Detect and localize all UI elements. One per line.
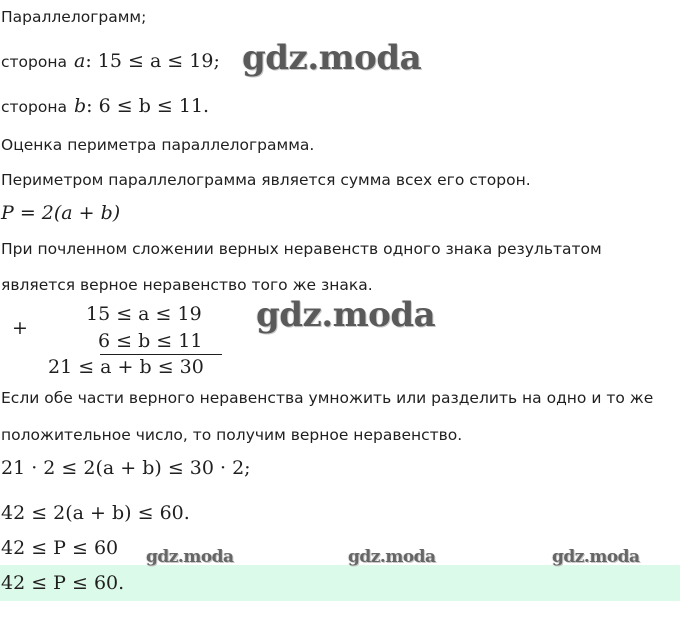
watermark-logo: gdz.moda <box>146 547 234 567</box>
step-3: 42 ≤ P ≤ 60 <box>1 537 119 559</box>
estimate-heading: Оценка периметра параллелограмма. <box>1 136 315 154</box>
watermark-logo: gdz.moda <box>552 547 640 567</box>
sum-row-b: 6 ≤ b ≤ 11 <box>98 330 203 352</box>
side-a-label: сторона <box>1 53 67 71</box>
step-1: 21 · 2 ≤ 2(a + b) ≤ 30 · 2; <box>1 457 251 479</box>
perimeter-definition: Периметром параллелограмма является сумма всех его сторон. <box>1 171 531 189</box>
sum-row-a: 15 ≤ a ≤ 19 <box>86 303 202 325</box>
side-b-expression: b: 6 ≤ b ≤ 11. <box>74 95 210 117</box>
perimeter-formula: P = 2(a + b) <box>1 202 121 224</box>
sum-row-result: 21 ≤ a + b ≤ 30 <box>48 356 204 378</box>
plus-sign: + <box>12 317 28 339</box>
watermark-logo: gdz.moda <box>242 38 422 78</box>
watermark-logo: gdz.moda <box>256 295 436 335</box>
title-line: Параллелограмм; <box>1 8 147 26</box>
mult-line-2: положительное число, то получим верное неравенство. <box>1 426 463 444</box>
side-a-expression: a: 15 ≤ a ≤ 19; <box>74 50 220 72</box>
answer: 42 ≤ P ≤ 60. <box>1 572 125 594</box>
sum-rule <box>100 354 222 355</box>
mult-line-1: Если обе части верного неравенства умножить или разделить на одно и то же <box>1 389 654 407</box>
rule-line-2: является верное неравенство того же знака. <box>1 276 373 294</box>
rule-line-1: При почленном сложении верных неравенств одного знака результатом <box>1 240 602 258</box>
watermark-logo: gdz.moda <box>348 547 436 567</box>
step-2: 42 ≤ 2(a + b) ≤ 60. <box>1 502 190 524</box>
side-b-label: сторона <box>1 98 67 116</box>
